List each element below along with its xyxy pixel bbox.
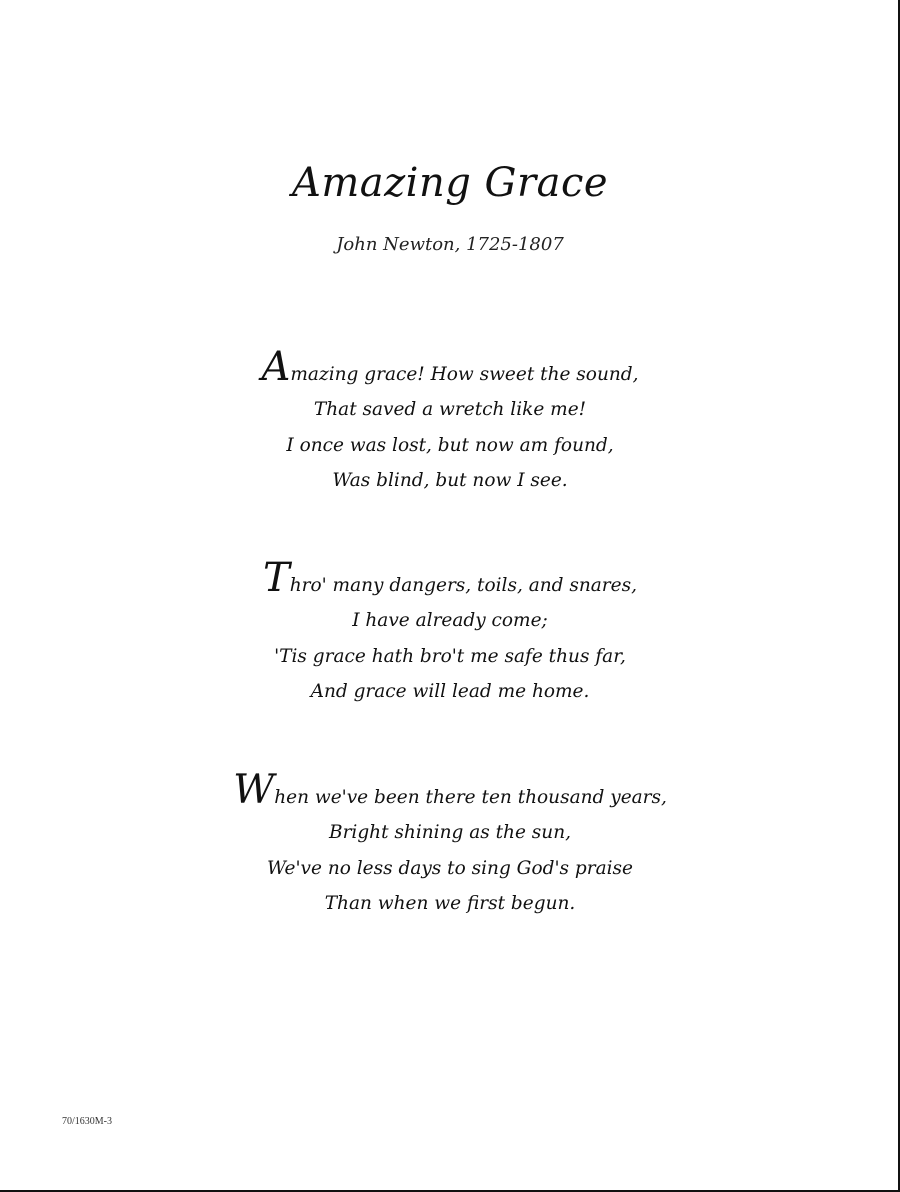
verse-3: [0, 767, 900, 922]
verse-line: [0, 555, 900, 603]
verse-line: That saved a wretch like me!: [313, 399, 587, 420]
verse-1: [0, 344, 900, 499]
verse-line: [0, 344, 900, 392]
drop-cap: T: [263, 555, 290, 601]
catalog-code: 70/1630M-3: [62, 1116, 112, 1127]
verse-line: I have already come;: [352, 610, 548, 631]
drop-cap: W: [233, 767, 275, 813]
drop-cap: A: [261, 344, 291, 390]
verse-2: [0, 555, 900, 710]
verse-line: Than when we first begun.: [324, 893, 576, 914]
verse-line: We've no less days to sing God's praise: [267, 857, 633, 879]
author-credit: John Newton, 1725-1807: [336, 234, 564, 255]
song-title: Amazing Grace: [291, 160, 609, 206]
verse-line-text: hen we've been there ten thousand years,: [274, 787, 667, 808]
verse-line: And grace will lead me home.: [310, 681, 590, 702]
verse-line-text: hro' many dangers, toils, and snares,: [289, 575, 637, 596]
verse-line: Was blind, but now I see.: [332, 470, 568, 491]
verse-line-text: mazing grace! How sweet the sound,: [290, 364, 639, 385]
verse-line: [0, 767, 900, 815]
verse-line: 'Tis grace hath bro't me safe thus far,: [274, 645, 626, 667]
verse-line: Bright shining as the sun,: [328, 822, 571, 843]
verse-line: I once was lost, but now am found,: [286, 434, 614, 456]
